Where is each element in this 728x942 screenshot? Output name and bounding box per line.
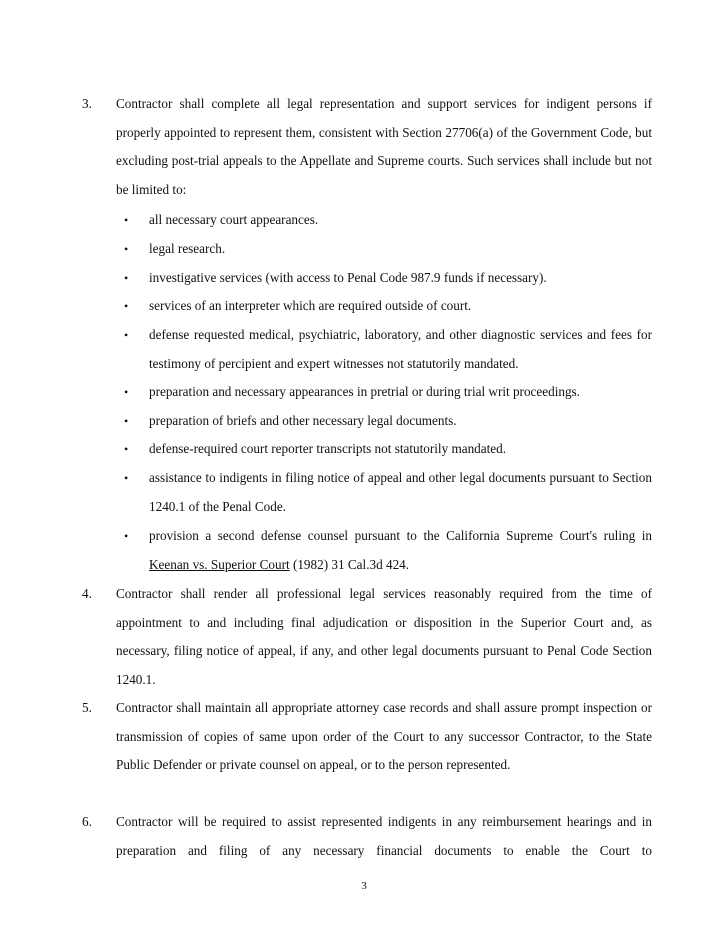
- bullet-text: services of an interpreter which are required outside of court.: [149, 298, 472, 313]
- page-number: 3: [361, 880, 367, 892]
- bullet-glyph: •: [124, 299, 129, 313]
- item-paragraph: Contractor shall complete all legal representation and support services for indigent persons if properly appointed to represent them, consistent with Section 27706(a) of the Government Code, but excluding post-trial appeals to the Appellate and Supreme courts. Such services shall include but not be limited to:: [116, 96, 652, 197]
- item-number: 4.: [82, 586, 92, 601]
- bullet-text-after: (1982) 31 Cal.3d 424.: [289, 556, 410, 572]
- bullet-glyph: •: [124, 242, 129, 256]
- item-paragraph: Contractor shall render all professional legal services reasonably required from the time of appointment to and including final adjudication or disposition in the Superior Court and, as necessary, filing notice of appeal, if any, and other legal documents pursuant to Penal Code Section 1240.1.: [116, 586, 652, 687]
- bullet-glyph: •: [124, 414, 129, 428]
- bullet-text: [149, 522, 652, 579]
- bullet-glyph: •: [124, 328, 129, 342]
- item-number: 3.: [82, 96, 92, 111]
- case-citation: Keenan vs. Superior Court: [149, 556, 290, 572]
- bullet-text: preparation of briefs and other necessary legal documents.: [149, 413, 457, 428]
- item-paragraph: Contractor will be required to assist represented indigents in any reimbursement hearings and in preparation and filing of any necessary financial documents to enable the Court to: [116, 814, 652, 858]
- bullet-glyph: •: [124, 471, 129, 485]
- bullet-glyph: •: [124, 271, 129, 285]
- item-number: 6.: [82, 814, 92, 829]
- bullet-glyph: •: [124, 442, 129, 456]
- bullet-glyph: •: [124, 385, 129, 399]
- item-number: 5.: [82, 700, 92, 715]
- item-paragraph: Contractor shall maintain all appropriate attorney case records and shall assure prompt inspection or transmission of copies of same upon order of the Court to any successor Contractor, to the State Public Defender or private counsel on appeal, or to the person represented.: [116, 700, 652, 773]
- bullet-glyph: •: [124, 529, 129, 543]
- bullet-text: assistance to indigents in filing notice of appeal and other legal documents pursuant to Section 1240.1 of the Penal Code.: [149, 470, 652, 514]
- bullet-text-before: provision a second defense counsel pursuant to the California Supreme Court's ruling in: [149, 528, 652, 543]
- bullet-text: defense requested medical, psychiatric, laboratory, and other diagnostic services and fees for testimony of percipient and expert witnesses not statutorily mandated.: [149, 327, 652, 371]
- bullet-glyph: •: [124, 213, 129, 227]
- bullet-text: legal research.: [149, 241, 226, 256]
- bullet-text: defense-required court reporter transcripts not statutorily mandated.: [149, 441, 507, 456]
- bullet-text: all necessary court appearances.: [149, 212, 319, 227]
- bullet-text: investigative services (with access to Penal Code 987.9 funds if necessary).: [149, 270, 547, 285]
- bullet-text: preparation and necessary appearances in pretrial or during trial writ proceedings.: [149, 384, 580, 399]
